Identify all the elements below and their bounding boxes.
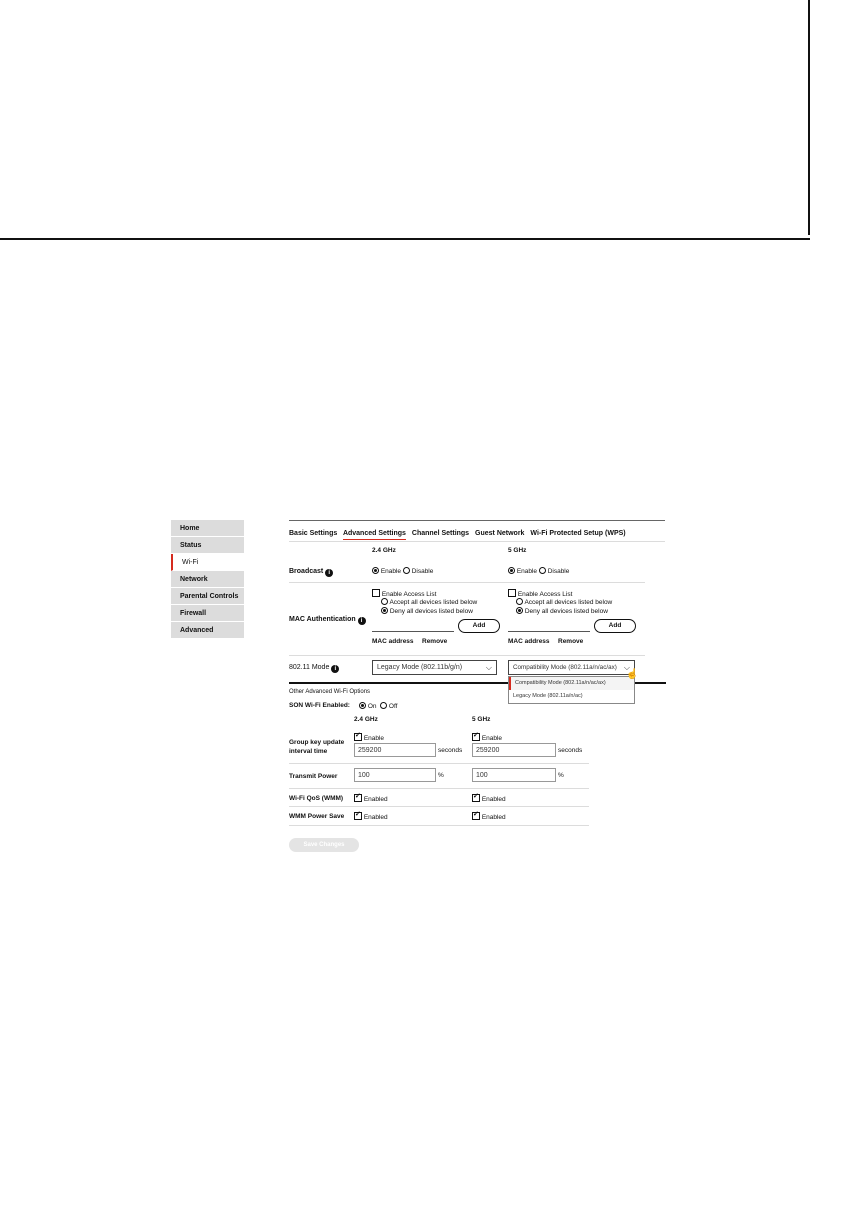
qos-24 — [354, 794, 388, 803]
info-icon[interactable]: i — [331, 665, 339, 673]
mac-24-enable-list — [372, 589, 436, 598]
mode-80211-5-dropdown — [508, 676, 635, 704]
mode-80211-24-select[interactable] — [372, 660, 497, 675]
mode-80211-label — [289, 664, 339, 673]
son-on-radio[interactable] — [359, 702, 366, 709]
qos-5-checkbox[interactable] — [472, 794, 480, 802]
broadcast-24-options — [372, 567, 433, 575]
broadcast-5-enable-radio[interactable] — [508, 567, 515, 574]
other-band-24-header: 2.4 GHz — [354, 716, 378, 723]
group-key-5-checkbox[interactable] — [472, 733, 480, 741]
qos-label: Wi-Fi QoS (WMM) — [289, 795, 344, 802]
qos-24-label: Enabled — [363, 796, 388, 803]
mac-5-col-mac: MAC address — [508, 638, 550, 645]
son-options — [359, 702, 397, 710]
row-divider — [289, 582, 645, 583]
row-divider — [289, 763, 589, 764]
page-horizontal-rule — [0, 238, 810, 240]
mac-5-address-input[interactable] — [508, 618, 590, 632]
transmit-24-input[interactable]: 100 — [354, 768, 436, 782]
son-off-label: Off — [388, 703, 398, 710]
broadcast-24-disable-label: Disable — [411, 568, 434, 575]
mac-24-accept — [381, 598, 477, 606]
sidebar-item-firewall[interactable]: Firewall — [171, 605, 244, 622]
mode-80211-24-value: Legacy Mode (802.11b/g/n) — [377, 664, 463, 671]
group-key-24-unit: seconds — [438, 747, 463, 754]
mac-5-accept — [516, 598, 612, 606]
mac-auth-label — [289, 616, 366, 625]
mode-80211-5-value: Compatibility Mode (802.11a/n/ac/ax) — [513, 664, 617, 671]
tabs-divider — [289, 541, 665, 542]
sidebar-item-home[interactable]: Home — [171, 520, 244, 537]
group-key-label-line2: interval time — [289, 748, 328, 755]
sidebar-item-advanced[interactable]: Advanced — [171, 622, 244, 639]
band-5-header: 5 GHz — [508, 547, 527, 554]
broadcast-5-disable-radio[interactable] — [539, 567, 546, 574]
mac-5-enable-list — [508, 589, 572, 598]
mac-24-address-input[interactable] — [372, 618, 454, 632]
tab-basic-settings[interactable]: Basic Settings — [289, 530, 338, 537]
mac-24-deny-label: Deny all devices listed below — [389, 608, 473, 615]
row-divider — [289, 806, 589, 807]
mac-5-accept-label: Accept all devices listed below — [524, 599, 613, 606]
broadcast-label-text: Broadcast — [289, 568, 324, 575]
broadcast-5-options — [508, 567, 569, 575]
mac-5-accept-radio[interactable] — [516, 598, 523, 605]
tab-wps[interactable]: Wi-Fi Protected Setup (WPS) — [530, 530, 626, 537]
transmit-5-unit: % — [558, 772, 564, 779]
page-vertical-rule — [808, 0, 810, 235]
wmm-24-checkbox[interactable] — [354, 812, 362, 820]
mac-24-deny — [381, 607, 473, 615]
content-top-rule — [289, 520, 665, 521]
mac-24-add-button[interactable]: Add — [458, 619, 500, 633]
son-label: SON Wi-Fi Enabled: — [289, 702, 350, 709]
tab-channel-settings[interactable]: Channel Settings — [411, 530, 470, 537]
tab-guest-network[interactable]: Guest Network — [475, 530, 525, 537]
mac-24-col-remove: Remove — [422, 638, 448, 645]
mac-5-enable-checkbox[interactable] — [508, 589, 516, 597]
band-24-header: 2.4 GHz — [372, 547, 396, 554]
group-key-label-line1: Group key update — [289, 739, 345, 746]
group-key-5-unit: seconds — [558, 747, 583, 754]
mac-24-accept-radio[interactable] — [381, 598, 388, 605]
dropdown-option[interactable]: Legacy Mode (802.11a/n/ac) — [513, 693, 583, 699]
mac-24-enable-label: Enable Access List — [381, 591, 437, 598]
mode-80211-5-select[interactable] — [508, 660, 635, 675]
group-key-5-enable-label: Enable — [481, 735, 503, 742]
transmit-5-input[interactable]: 100 — [472, 768, 556, 782]
info-icon[interactable]: i — [358, 617, 366, 625]
broadcast-24-disable-radio[interactable] — [403, 567, 410, 574]
qos-24-checkbox[interactable] — [354, 794, 362, 802]
chevron-down-icon: ⌵ — [623, 663, 630, 672]
wmm-24-label: Enabled — [363, 814, 388, 821]
dropdown-option[interactable]: Compatibility Mode (802.11a/n/ac/ax) — [509, 677, 634, 690]
broadcast-5-enable-label: Enable — [516, 568, 538, 575]
sidebar-item-status[interactable]: Status — [171, 537, 244, 554]
tab-advanced-settings[interactable]: Advanced Settings — [343, 530, 406, 540]
wmm-5-checkbox[interactable] — [472, 812, 480, 820]
mac-24-enable-checkbox[interactable] — [372, 589, 380, 597]
save-changes-button[interactable]: Save Changes — [289, 838, 359, 852]
broadcast-24-enable-radio[interactable] — [372, 567, 379, 574]
sidebar-item-network[interactable]: Network — [171, 571, 244, 588]
mac-24-accept-label: Accept all devices listed below — [389, 599, 478, 606]
group-key-label — [289, 738, 344, 756]
broadcast-24-enable-label: Enable — [380, 568, 402, 575]
tab-bar — [289, 530, 630, 537]
chevron-down-icon: ⌵ — [485, 663, 492, 672]
mac-5-col-remove: Remove — [558, 638, 584, 645]
broadcast-5-disable-label: Disable — [547, 568, 570, 575]
mac-5-deny — [516, 607, 608, 615]
wmm-power-save-label: WMM Power Save — [289, 813, 345, 820]
mode-80211-label-text: 802.11 Mode — [289, 664, 330, 671]
group-key-5-enable — [472, 733, 502, 742]
son-on-label: On — [367, 703, 377, 710]
qos-5-label: Enabled — [481, 796, 506, 803]
group-key-24-checkbox[interactable] — [354, 733, 362, 741]
other-band-5-header: 5 GHz — [472, 716, 491, 723]
mac-24-deny-radio[interactable] — [381, 607, 388, 614]
row-divider — [289, 655, 645, 656]
mac-auth-label-text: MAC Authentication — [289, 616, 356, 623]
row-divider — [289, 788, 589, 789]
wmm-24 — [354, 812, 388, 821]
wmm-5 — [472, 812, 506, 821]
qos-5 — [472, 794, 506, 803]
sidebar-item-parental-controls[interactable]: Parental Controls — [171, 588, 244, 605]
info-icon[interactable]: i — [325, 569, 333, 577]
group-key-5-input[interactable]: 259200 — [472, 743, 556, 757]
mac-5-deny-label: Deny all devices listed below — [524, 608, 608, 615]
broadcast-label — [289, 568, 333, 577]
transmit-power-label: Transmit Power — [289, 773, 338, 780]
son-off-radio[interactable] — [380, 702, 387, 709]
group-key-24-enable — [354, 733, 384, 742]
row-divider — [289, 825, 589, 826]
transmit-24-unit: % — [438, 772, 444, 779]
group-key-24-enable-label: Enable — [363, 735, 385, 742]
mac-5-deny-radio[interactable] — [516, 607, 523, 614]
group-key-24-input[interactable]: 259200 — [354, 743, 436, 757]
sidebar-nav — [171, 520, 244, 639]
wmm-5-label: Enabled — [481, 814, 506, 821]
pointer-cursor-icon: ☝ — [626, 669, 639, 680]
mac-5-add-button[interactable]: Add — [594, 619, 636, 633]
mac-24-col-mac: MAC address — [372, 638, 414, 645]
sidebar-item-wifi[interactable]: Wi-Fi — [171, 554, 244, 571]
other-options-heading: Other Advanced Wi-Fi Options — [289, 689, 371, 695]
mac-5-enable-label: Enable Access List — [517, 591, 573, 598]
